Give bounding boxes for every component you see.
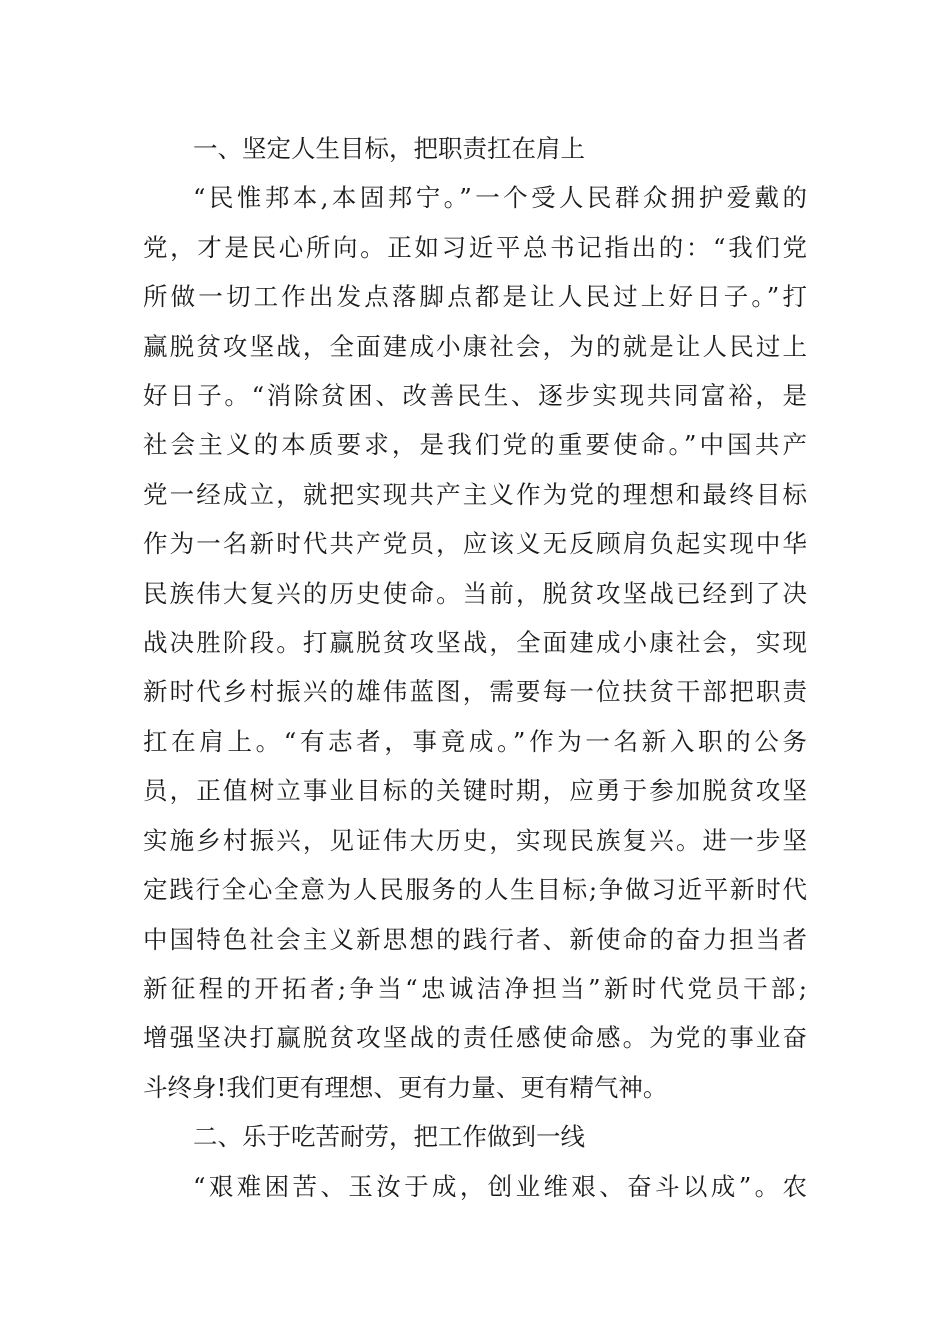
paragraph-line: 所做一切工作出发点落脚点都是让人民过上好日子。”打	[143, 282, 807, 312]
paragraph-line: 战决胜阶段。打赢脱贫攻坚战，全面建成小康社会，实现	[143, 628, 807, 658]
paragraph-line: 斗终身!我们更有理想、更有力量、更有精气神。	[143, 1072, 668, 1102]
paragraph-line: 实施乡村振兴，见证伟大历史，实现民族复兴。进一步坚	[143, 825, 807, 855]
paragraph-line: 党，才是民心所向。正如习近平总书记指出的：“我们党	[143, 232, 807, 262]
paragraph-line: 赢脱贫攻坚战，全面建成小康社会，为的就是让人民过上	[143, 331, 807, 361]
section-heading-1: 一、坚定人生目标，把职责扛在肩上	[193, 134, 585, 163]
document-body	[143, 124, 807, 1211]
paragraph-line: 中国特色社会主义新思想的践行者、新使命的奋力担当者	[143, 924, 807, 954]
section-2-paragraph	[143, 1162, 807, 1211]
paragraph-line: 党一经成立，就把实现共产主义作为党的理想和最终目标	[143, 479, 807, 509]
paragraph-line: 作为一名新时代共产党员，应该义无反顾肩负起实现中华	[143, 529, 807, 559]
paragraph-line: 社会主义的本质要求，是我们党的重要使命。”中国共产	[143, 430, 807, 460]
paragraph-line: 定践行全心全意为人民服务的人生目标;争做习近平新时代	[143, 875, 807, 905]
paragraph-line: “民惟邦本,本固邦宁。”一个受人民群众拥护爱戴的	[193, 183, 807, 213]
section-heading-2: 二、乐于吃苦耐劳，把工作做到一线	[193, 1122, 585, 1152]
paragraph-line: “艰难困苦、玉汝于成，创业维艰、奋斗以成”。农	[193, 1171, 807, 1201]
paragraph-line: 新征程的开拓者;争当“忠诚洁净担当”新时代党员干部;	[143, 973, 807, 1003]
section-1-paragraph	[143, 173, 807, 1112]
paragraph-line: 扛在肩上。“有志者，事竟成。”作为一名新入职的公务	[143, 726, 807, 756]
paragraph-line: 民族伟大复兴的历史使命。当前，脱贫攻坚战已经到了决	[143, 578, 807, 608]
paragraph-line: 好日子。“消除贫困、改善民生、逐步实现共同富裕，是	[143, 381, 807, 411]
paragraph-line: 员，正值树立事业目标的关键时期，应勇于参加脱贫攻坚	[143, 776, 807, 806]
paragraph-line: 增强坚决打赢脱贫攻坚战的责任感使命感。为党的事业奋	[143, 1023, 807, 1053]
paragraph-line: 新时代乡村振兴的雄伟蓝图，需要每一位扶贫干部把职责	[143, 677, 807, 707]
